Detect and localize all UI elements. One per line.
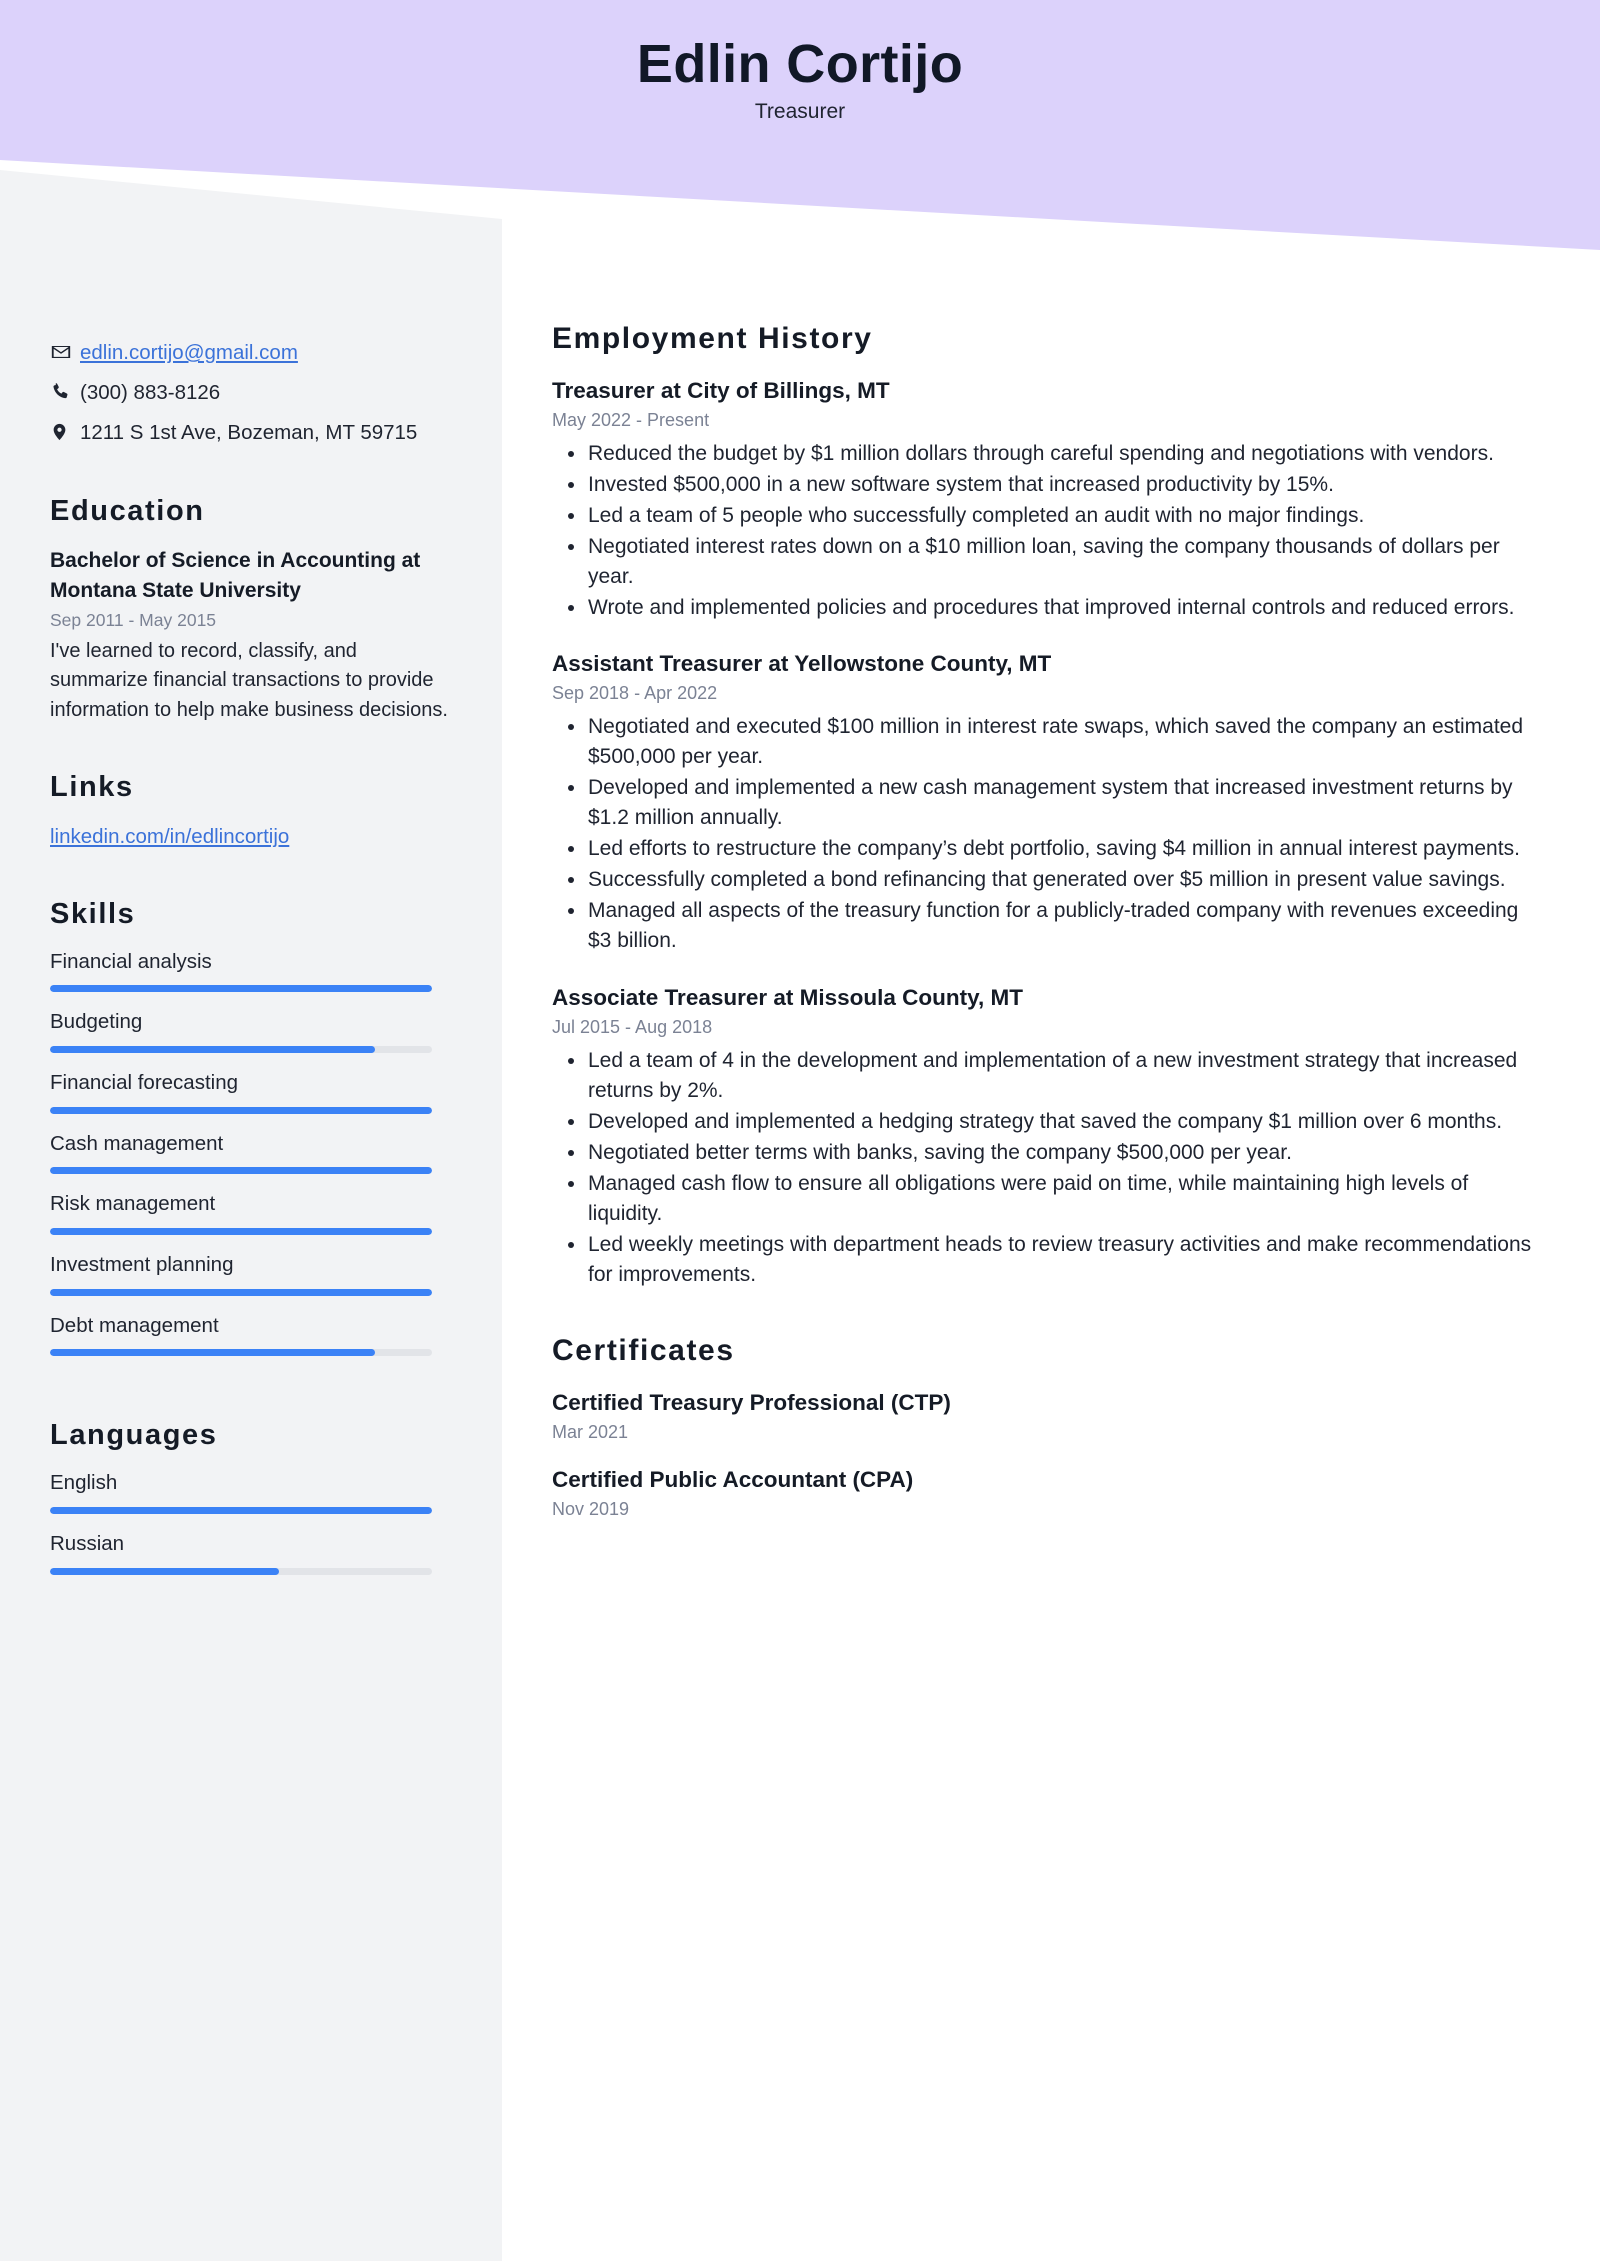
skill-level-bar: [50, 1107, 432, 1114]
languages-heading: Languages: [50, 1419, 218, 1452]
education-description: I've learned to record, classify, and summarize financial transactions to provide information to help make business decisions.: [50, 639, 448, 721]
header-text-block: [0, 34, 1600, 124]
language-item: [50, 1470, 450, 1514]
links-section: [50, 771, 450, 852]
employment-heading: Employment History: [552, 322, 873, 355]
employment-bullet: Led a team of 4 in the development and implementation of a new investment strategy that increased returns by 2%.: [552, 1046, 1540, 1106]
skill-level-fill: [50, 1167, 432, 1174]
education-date: Sep 2011 - May 2015: [50, 609, 217, 630]
skill-level-bar: [50, 985, 432, 992]
employment-bullet: Reduced the budget by $1 million dollars through careful spending and negotiations with vendors.: [552, 439, 1540, 469]
skill-label: Debt management: [50, 1313, 219, 1337]
phone-value: (300) 883-8126: [80, 381, 221, 405]
employment-bullet-list: [552, 439, 1540, 623]
address-value: 1211 S 1st Ave, Bozeman, MT 59715: [80, 421, 418, 445]
education-title: Bachelor of Science in Accounting at Montana State University: [50, 549, 421, 603]
education-entry: [50, 546, 450, 725]
certificate-date: Nov 2019: [552, 1499, 630, 1520]
employment-bullet: Led a team of 5 people who successfully completed an audit with no major findings.: [552, 501, 1540, 531]
skill-item: [50, 1131, 450, 1175]
skill-item: [50, 1070, 450, 1114]
skill-level-bar: [50, 1289, 432, 1296]
employment-date: May 2022 - Present: [552, 410, 710, 431]
employment-list: [552, 376, 1540, 1290]
employment-bullet: Successfully completed a bond refinancing that generated over $5 million in present value savings.: [552, 865, 1540, 895]
skill-level-fill: [50, 1349, 375, 1356]
certificate-name: Certified Public Accountant (CPA): [552, 1466, 914, 1492]
employment-bullet: Managed all aspects of the treasury function for a publicly-traded company with revenues exceeding $3 billion.: [552, 896, 1540, 956]
employment-item: [552, 649, 1540, 956]
employment-item: [552, 376, 1540, 623]
language-level-bar: [50, 1568, 432, 1575]
contact-list: [50, 338, 450, 447]
employment-date: Sep 2018 - Apr 2022: [552, 683, 718, 704]
skill-label: Financial analysis: [50, 949, 212, 973]
employment-bullet: Negotiated better terms with banks, saving the company $500,000 per year.: [552, 1138, 1540, 1168]
employment-item: [552, 983, 1540, 1290]
languages-section: [50, 1419, 450, 1574]
skill-item: [50, 1252, 450, 1296]
education-heading: Education: [50, 495, 205, 528]
skill-label: Investment planning: [50, 1253, 234, 1277]
skill-level-bar: [50, 1167, 432, 1174]
language-level-bar: [50, 1507, 432, 1514]
skill-label: Budgeting: [50, 1010, 143, 1034]
sidebar: [50, 170, 450, 1592]
employment-bullet: Wrote and implemented policies and procedures that improved internal controls and reduced errors.: [552, 593, 1540, 623]
candidate-name: Edlin Cortijo: [636, 34, 964, 94]
contact-value: [80, 338, 450, 367]
certificate-date: Mar 2021: [552, 1421, 629, 1442]
envelope-icon: [50, 338, 80, 363]
certificate-item: [552, 1388, 1540, 1443]
certificates-heading: Certificates: [552, 1333, 735, 1367]
employment-bullet: Developed and implemented a hedging strategy that saved the company $1 million over 6 months.: [552, 1107, 1540, 1137]
language-level-fill: [50, 1568, 279, 1575]
skill-item: [50, 1009, 450, 1053]
link-item-linkedin[interactable]: linkedin.com/in/edlincortijo: [50, 825, 290, 849]
skill-item: [50, 1191, 450, 1235]
employment-bullet: Negotiated interest rates down on a $10 million loan, saving the company thousands of dollars per year.: [552, 532, 1540, 592]
employment-date: Jul 2015 - Aug 2018: [552, 1016, 713, 1037]
language-label: Russian: [50, 1531, 125, 1555]
skill-level-fill: [50, 1228, 432, 1235]
main-column: [552, 322, 1540, 1542]
education-section: [50, 495, 450, 725]
candidate-job-title: Treasurer: [754, 100, 846, 124]
skills-section: [50, 898, 450, 1356]
skill-level-bar: [50, 1228, 432, 1235]
skill-label: Financial forecasting: [50, 1071, 239, 1095]
spacer: [50, 725, 450, 771]
employment-bullet: Managed cash flow to ensure all obligations were paid on time, while maintaining high levels of liquidity.: [552, 1169, 1540, 1229]
skills-heading: Skills: [50, 897, 136, 930]
contact-item-address: [50, 418, 450, 447]
certificates-list: [552, 1388, 1540, 1520]
spacer: [50, 1373, 450, 1419]
contact-item-phone: [50, 378, 450, 407]
employment-title: Assistant Treasurer at Yellowstone County, MT: [552, 651, 1052, 677]
employment-section: [552, 322, 1540, 1290]
employment-bullet: Developed and implemented a new cash management system that increased investment returns by $1.2 million annually.: [552, 773, 1540, 833]
employment-bullet-list: [552, 1046, 1540, 1290]
language-label: English: [50, 1471, 118, 1495]
skill-level-bar: [50, 1349, 432, 1356]
employment-bullet: Negotiated and executed $100 million in interest rate swaps, which saved the company an estimated $500,000 per year.: [552, 712, 1540, 772]
skill-level-fill: [50, 1046, 375, 1053]
certificate-item: [552, 1465, 1540, 1520]
language-level-fill: [50, 1507, 432, 1514]
skill-level-fill: [50, 1289, 432, 1296]
spacer: [50, 852, 450, 898]
skill-level-bar: [50, 1046, 432, 1053]
links-heading: Links: [50, 771, 134, 804]
employment-bullet-list: [552, 712, 1540, 956]
skill-item: [50, 949, 450, 993]
email-link[interactable]: edlin.cortijo@gmail.com: [80, 341, 298, 364]
languages-list: [50, 1470, 450, 1574]
employment-bullet: Invested $500,000 in a new software system that increased productivity by 15%.: [552, 470, 1540, 500]
employment-bullet: Led efforts to restructure the company’s debt portfolio, saving $4 million in annual interest payments.: [552, 834, 1540, 864]
language-item: [50, 1531, 450, 1575]
skill-label: Cash management: [50, 1131, 224, 1155]
certificate-name: Certified Treasury Professional (CTP): [552, 1389, 951, 1415]
contact-item-email: [50, 338, 450, 367]
employment-title: Associate Treasurer at Missoula County, MT: [552, 984, 1023, 1010]
skill-item: [50, 1313, 450, 1357]
links-list: [50, 822, 450, 852]
skill-level-fill: [50, 1107, 432, 1114]
skill-level-fill: [50, 985, 432, 992]
employment-title: Treasurer at City of Billings, MT: [552, 378, 890, 403]
skill-label: Risk management: [50, 1192, 216, 1216]
skills-list: [50, 949, 450, 1356]
phone-icon: [50, 378, 80, 402]
map-pin-icon: [50, 418, 80, 443]
certificates-section: [552, 1334, 1540, 1520]
employment-bullet: Led weekly meetings with department heads to review treasury activities and make recommendations for improvements.: [552, 1230, 1540, 1290]
